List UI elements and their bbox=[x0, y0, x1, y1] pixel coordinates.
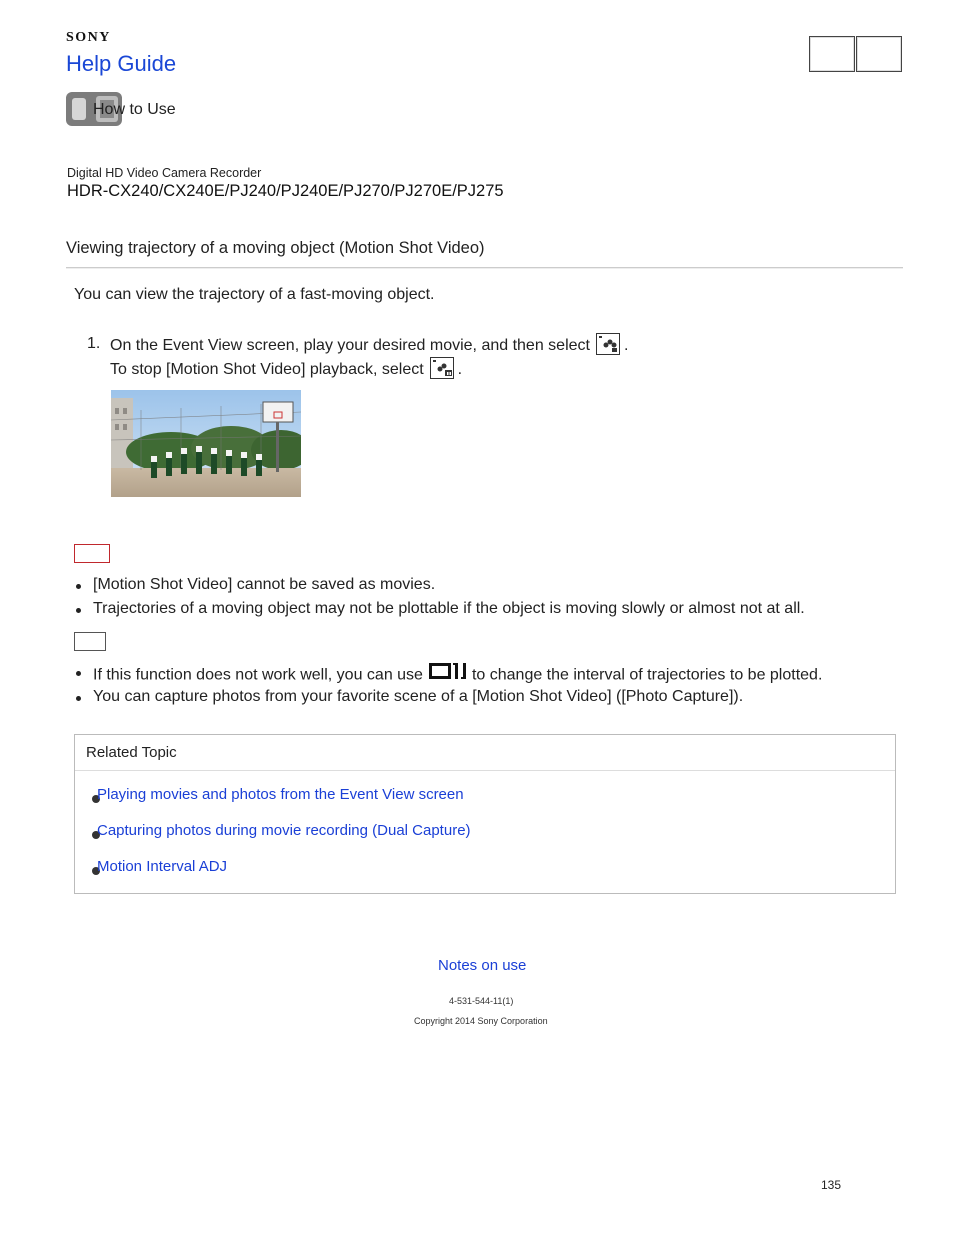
step-text-end: . bbox=[623, 337, 629, 355]
next-page-button[interactable] bbox=[856, 36, 902, 72]
hint-item-1-after: to change the interval of trajectories to be plotted. bbox=[471, 666, 823, 684]
step-sub-line bbox=[110, 359, 462, 381]
related-topic-panel bbox=[74, 734, 896, 894]
page-title: Viewing trajectory of a moving object (Motion Shot Video) bbox=[66, 239, 485, 257]
bullet-icon bbox=[76, 608, 81, 613]
bullet-icon bbox=[76, 696, 81, 701]
hint-item-1-before: If this function does not work well, you can use bbox=[93, 666, 423, 684]
related-topic-title: Related Topic bbox=[86, 744, 177, 761]
step-number: 1. bbox=[87, 335, 101, 352]
hint-item-2: You can capture photos from your favorite scene of a [Motion Shot Video] ([Photo Capture]). bbox=[93, 688, 744, 705]
note-item-2: Trajectories of a moving object may not be plottable if the object is moving slowly or almost not at all. bbox=[93, 600, 805, 617]
note-item-1: [Motion Shot Video] cannot be saved as movies. bbox=[93, 576, 436, 593]
motion-shot-icon bbox=[596, 333, 620, 355]
motion-shot-example-photo bbox=[111, 390, 301, 497]
model-list: HDR-CX240/CX240E/PJ240/PJ240E/PJ270/PJ270E/PJ275 bbox=[67, 182, 504, 200]
related-link-motion-interval[interactable]: Motion Interval ADJ bbox=[97, 858, 228, 875]
related-topic-header bbox=[75, 735, 895, 771]
title-divider bbox=[66, 267, 903, 269]
section-label[interactable]: How to Use bbox=[93, 101, 176, 118]
notes-on-use-link[interactable]: Notes on use bbox=[438, 957, 527, 974]
previous-page-button[interactable] bbox=[809, 36, 855, 72]
step-sub-text: To stop [Motion Shot Video] playback, select bbox=[110, 361, 424, 379]
bullet-icon bbox=[76, 584, 81, 589]
related-link-dual-capture[interactable]: Capturing photos during movie recording (Dual Capture) bbox=[97, 822, 471, 839]
product-name: Digital HD Video Camera Recorder bbox=[67, 166, 262, 180]
related-link-playing-movies[interactable]: Playing movies and photos from the Event View screen bbox=[97, 786, 464, 803]
help-guide-title[interactable]: Help Guide bbox=[66, 51, 177, 76]
interval-slider-icon bbox=[429, 661, 469, 686]
bullet-icon bbox=[76, 671, 81, 676]
step-sub-end: . bbox=[457, 361, 463, 379]
copyright: Copyright 2014 Sony Corporation bbox=[414, 1016, 548, 1026]
note-label-box bbox=[74, 544, 110, 563]
intro-text: You can view the trajectory of a fast-moving object. bbox=[74, 286, 435, 303]
hint-label-box bbox=[74, 632, 106, 651]
brand-logo: SONY bbox=[66, 30, 111, 45]
motion-shot-stop-icon bbox=[430, 357, 454, 379]
step-line bbox=[110, 335, 628, 357]
document-code: 4-531-544-11(1) bbox=[449, 996, 514, 1006]
step-text: On the Event View screen, play your desired movie, and then select bbox=[110, 337, 590, 355]
page-number: 135 bbox=[821, 1178, 842, 1192]
hint-item-1 bbox=[93, 663, 822, 688]
